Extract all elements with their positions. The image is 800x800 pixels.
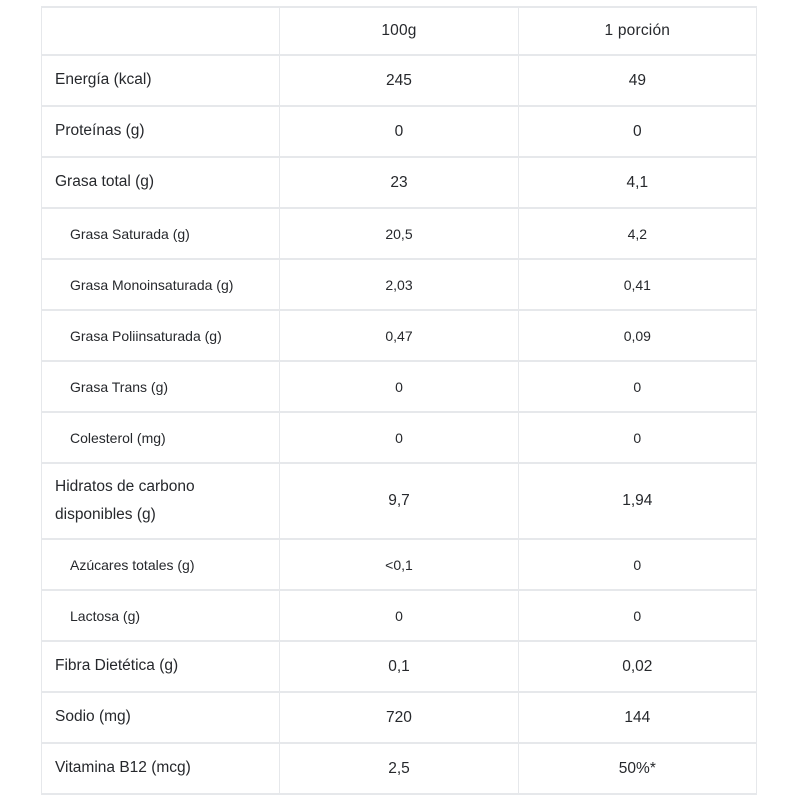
nutrient-label-cell [42,743,280,794]
column-header-nutrient [42,7,280,55]
value-100g: 0 [280,590,518,641]
nutrient-label: Lactosa (g) [70,608,141,625]
value-100g: 0 [280,106,518,157]
value-100g: 23 [280,157,518,208]
nutrient-label: Fibra Dietética (g) [55,657,179,675]
value-porcion: 0 [518,539,756,590]
table-header-row [42,7,757,55]
table-row [42,412,757,463]
nutrient-label: Energía (kcal) [55,71,152,89]
value-100g: 0,1 [280,641,518,692]
value-100g: 245 [280,55,518,106]
value-100g: 0,47 [280,310,518,361]
nutrient-label-cell [42,55,280,106]
value-100g: 20,5 [280,208,518,259]
table-row [42,590,757,641]
value-porcion: 0,41 [518,259,756,310]
value-porcion: 49 [518,55,756,106]
table-body [42,55,757,794]
nutrient-label: Grasa total (g) [55,173,155,191]
table-row [42,539,757,590]
table-row [42,106,757,157]
nutrient-label-cell [42,259,280,310]
nutrient-label: Grasa Poliinsaturada (g) [70,328,222,345]
table-row [42,157,757,208]
nutrient-label: Grasa Trans (g) [70,379,169,396]
nutrient-label-cell [42,208,280,259]
nutrient-label: Grasa Monoinsaturada (g) [70,277,234,294]
nutrient-label-cell [42,463,280,539]
nutrition-table [41,6,757,795]
value-100g: 720 [280,692,518,743]
value-100g: 0 [280,361,518,412]
value-porcion: 50%* [518,743,756,794]
nutrient-label-cell [42,361,280,412]
nutrient-label-cell [42,539,280,590]
value-porcion: 0 [518,412,756,463]
column-header-100g: 100g [280,7,518,55]
table-row [42,361,757,412]
table-row [42,310,757,361]
nutrient-label: Vitamina B12 (mcg) [55,759,191,777]
nutrient-label: Sodio (mg) [55,708,131,726]
value-porcion: 1,94 [518,463,756,539]
nutrient-label-cell [42,106,280,157]
value-100g: 2,03 [280,259,518,310]
nutrient-label-cell [42,412,280,463]
nutrient-label-cell [42,157,280,208]
table-row [42,692,757,743]
table-row [42,208,757,259]
table-row [42,463,757,539]
value-100g: 9,7 [280,463,518,539]
table-row [42,55,757,106]
value-porcion: 0 [518,590,756,641]
table-row [42,743,757,794]
nutrient-label: Hidratos de carbono disponibles (g) [55,478,195,523]
value-porcion: 0,09 [518,310,756,361]
value-porcion: 0 [518,361,756,412]
value-100g: 2,5 [280,743,518,794]
column-header-porcion: 1 porción [518,7,756,55]
value-porcion: 0 [518,106,756,157]
value-porcion: 4,1 [518,157,756,208]
nutrient-label: Proteínas (g) [55,122,145,140]
value-porcion: 144 [518,692,756,743]
table-row [42,641,757,692]
value-porcion: 4,2 [518,208,756,259]
nutrient-label-cell [42,641,280,692]
nutrient-label-cell [42,310,280,361]
table-row [42,259,757,310]
value-100g: <0,1 [280,539,518,590]
value-porcion: 0,02 [518,641,756,692]
nutrient-label: Colesterol (mg) [70,430,166,447]
nutrient-label: Azúcares totales (g) [70,557,195,574]
nutrient-label: Grasa Saturada (g) [70,226,190,243]
nutrient-label-cell [42,692,280,743]
nutrient-label-cell [42,590,280,641]
value-100g: 0 [280,412,518,463]
